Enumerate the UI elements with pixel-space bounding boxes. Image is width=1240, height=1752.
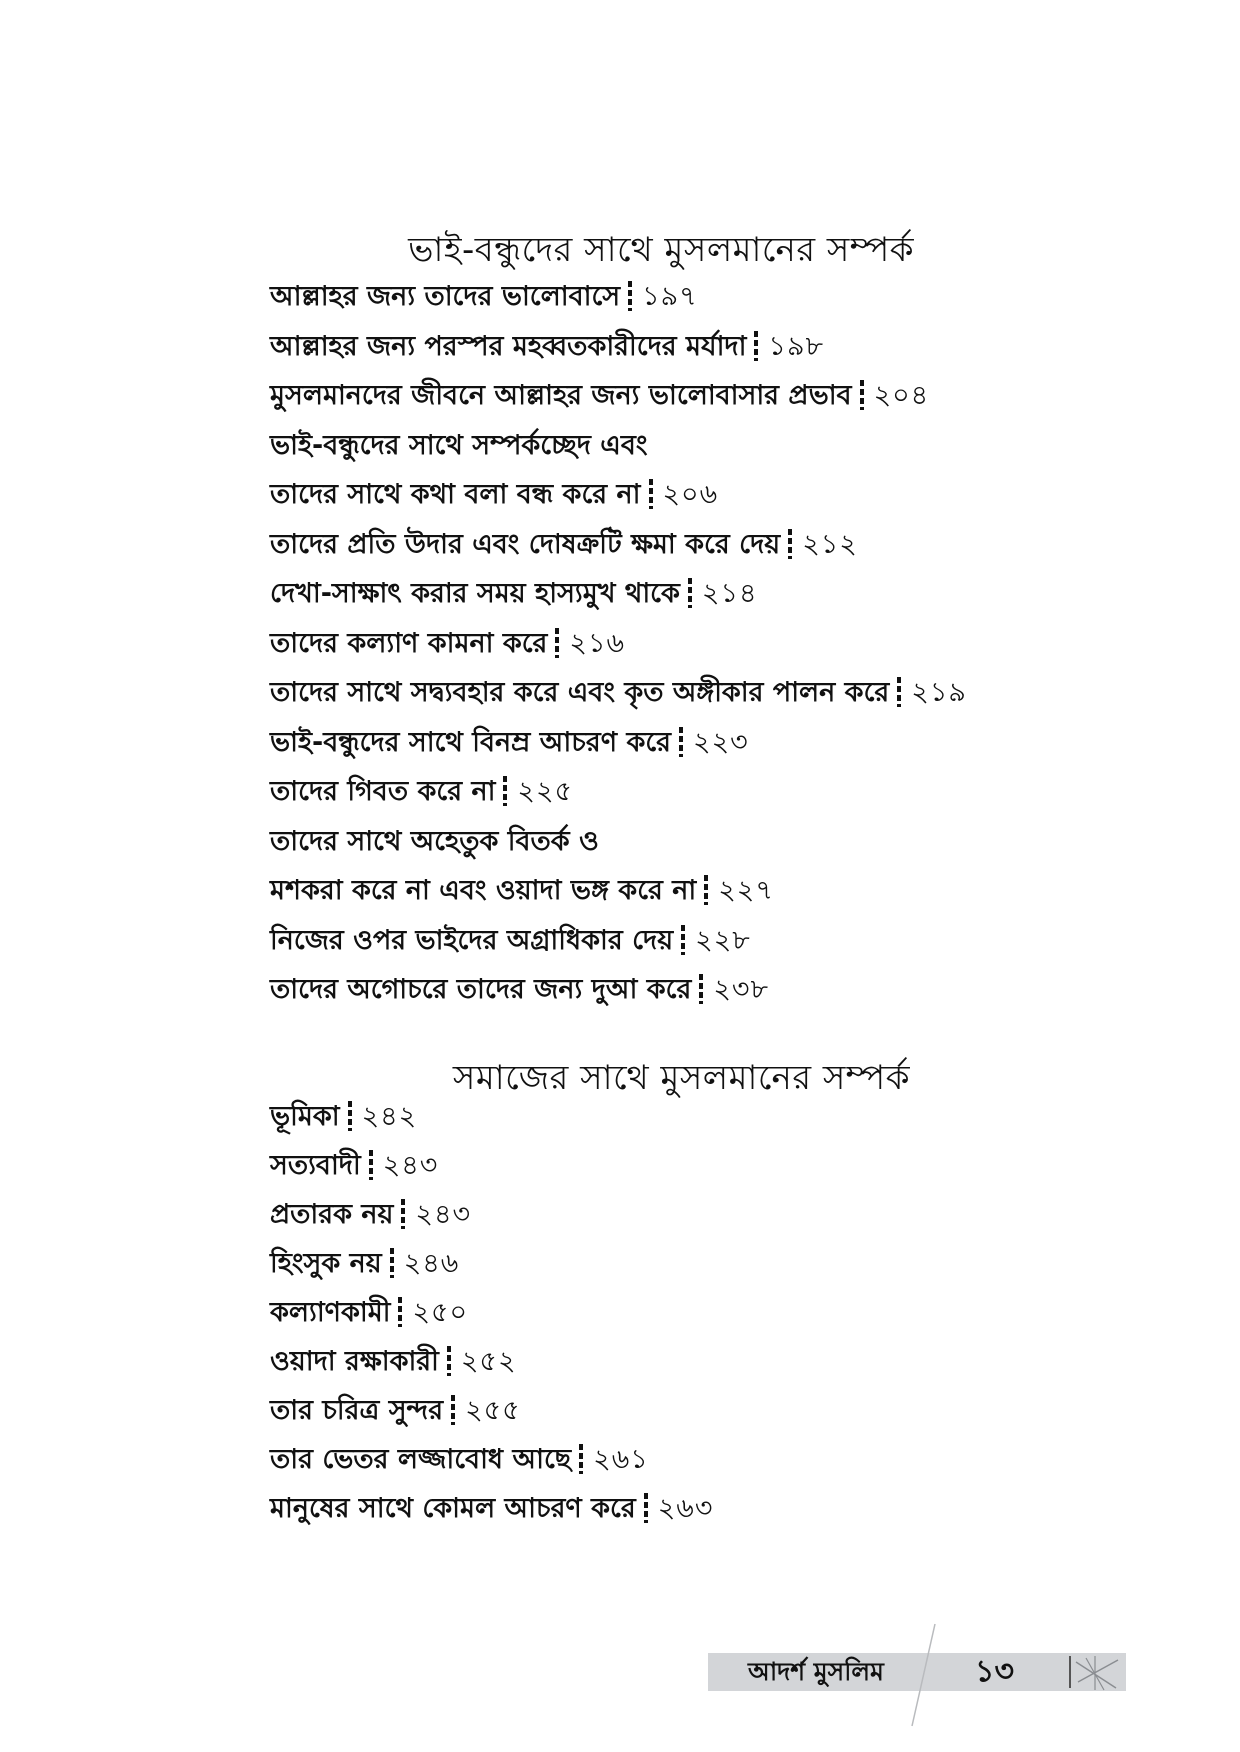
- toc-entry: [270, 569, 967, 619]
- toc-entry-page: ২১৯: [911, 677, 967, 708]
- toc-entry-page: ২৬৩: [657, 1493, 714, 1524]
- toc-entry: [270, 866, 967, 916]
- toc-entry-page: ১৯৮: [768, 330, 824, 362]
- dotted-separator-icon: [369, 1150, 373, 1180]
- toc-entry-page: ২১৬: [569, 627, 626, 659]
- dotted-separator-icon: [451, 1395, 455, 1425]
- section-heading-brothers-friends: ভাই-বন্ধুদের সাথে মুসলমানের সম্পর্ক: [408, 230, 914, 271]
- toc-entry-page: ২০৪: [873, 380, 930, 411]
- toc-entry: [270, 817, 967, 867]
- toc-entry-page: ২০৬: [662, 479, 719, 510]
- toc-entry: [270, 767, 967, 817]
- toc-entry: [270, 619, 967, 669]
- toc-entry-title: সত্যবাদী: [270, 1150, 361, 1181]
- toc-entry: [270, 1337, 713, 1386]
- toc-entry: [270, 371, 967, 421]
- toc-entry-page: ২২৮: [695, 924, 751, 956]
- footer-book-title: আদর্শ মুসলিম: [748, 1657, 884, 1686]
- toc-entry: [270, 718, 967, 768]
- footer-page-number: ১৩: [975, 1654, 1014, 1689]
- toc-entry-page: ২৪৩: [382, 1150, 439, 1181]
- section-heading-society: সমাজের সাথে মুসলমানের সম্পর্ক: [452, 1058, 910, 1099]
- toc-entry-page: ২১২: [802, 528, 858, 560]
- toc-entry: [270, 1288, 713, 1337]
- dotted-separator-icon: [401, 1199, 405, 1229]
- toc-entry-title: তাদের অগোচরে তাদের জন্য দুআ করে: [270, 974, 692, 1005]
- dotted-separator-icon: [704, 875, 708, 905]
- dotted-separator-icon: [390, 1248, 394, 1278]
- toc-entry: [270, 421, 967, 471]
- toc-entry: [270, 322, 967, 372]
- toc-entry: [270, 1435, 713, 1484]
- toc-entry-page: ১৯৭: [642, 281, 698, 312]
- toc-entry: [270, 668, 967, 718]
- dotted-separator-icon: [897, 677, 901, 707]
- footer-decoration: [890, 1618, 1140, 1728]
- toc-entry: [270, 470, 967, 520]
- toc-entry-page: ২৩৮: [713, 974, 769, 1005]
- toc-entry: [270, 1386, 713, 1435]
- dotted-separator-icon: [579, 1444, 583, 1474]
- toc-entry-title: আল্লাহর জন্য পরস্পর মহব্বতকারীদের মর্যাদা: [270, 330, 747, 362]
- toc-entry-title: দেখা-সাক্ষাৎ করার সময় হাস্যমুখ থাকে: [270, 578, 680, 609]
- toc-entry: [270, 272, 967, 322]
- toc-entry-page: ২২৫: [517, 776, 574, 807]
- toc-entry-title: ওয়াদা রক্ষাকারী: [270, 1346, 439, 1377]
- dotted-separator-icon: [644, 1493, 648, 1523]
- toc-entry-title: প্রতারক নয়: [270, 1199, 394, 1230]
- toc-entry-page: ২৫২: [460, 1346, 517, 1377]
- toc-entry-page: ২৫৫: [465, 1395, 521, 1426]
- toc-entry: [270, 1484, 713, 1533]
- dotted-separator-icon: [699, 974, 703, 1004]
- toc-entry-title: মশকরা করে না এবং ওয়াদা ভঙ্গ করে না: [270, 875, 697, 906]
- dotted-separator-icon: [754, 331, 758, 361]
- toc-entry: [270, 1141, 713, 1190]
- dotted-separator-icon: [649, 479, 653, 509]
- toc-entry-title: তার চরিত্র সুন্দর: [270, 1395, 444, 1426]
- toc-entry-page: ২১৪: [701, 578, 758, 609]
- toc-entry-title: তাদের সাথে অহেতুক বিতর্ক ও: [270, 825, 599, 857]
- dotted-separator-icon: [628, 281, 632, 311]
- dotted-separator-icon: [555, 628, 559, 658]
- toc-entry-title: ভাই-বন্ধুদের সাথে বিনম্র আচরণ করে: [270, 726, 672, 758]
- toc-entry: [270, 520, 967, 570]
- toc-entry-title: হিংসুক নয়: [270, 1248, 382, 1279]
- dotted-separator-icon: [503, 776, 507, 806]
- toc-entry-title: মানুষের সাথে কোমল আচরণ করে: [270, 1493, 636, 1524]
- dotted-separator-icon: [688, 578, 692, 608]
- toc-entry-title: তাদের সাথে কথা বলা বন্ধ করে না: [270, 479, 641, 510]
- toc-entry-title: তাদের প্রতি উদার এবং দোষক্রটি ক্ষমা করে দেয়: [270, 528, 781, 560]
- dotted-separator-icon: [681, 925, 685, 955]
- toc-entry-page: ২৬১: [593, 1444, 649, 1475]
- toc-entry-title: আল্লাহর জন্য তাদের ভালোবাসে: [270, 281, 621, 312]
- toc-entry-title: তার ভেতর লজ্জাবোধ আছে: [270, 1444, 572, 1475]
- toc-entry-page: ২৪৬: [403, 1248, 460, 1279]
- dotted-separator-icon: [788, 529, 792, 559]
- toc-entry: [270, 916, 967, 966]
- dotted-separator-icon: [348, 1101, 352, 1131]
- toc-entry-title: নিজের ওপর ভাইদের অগ্রাধিকার দেয়: [270, 924, 674, 956]
- toc-list-society: [270, 1092, 713, 1533]
- toc-entry-page: ২৪৩: [415, 1199, 472, 1230]
- toc-entry-title: মুসলমানদের জীবনে আল্লাহর জন্য ভালোবাসার প্রভাব: [270, 380, 852, 411]
- toc-entry-title: কল্যাণকামী: [270, 1297, 391, 1328]
- toc-entry: [270, 1190, 713, 1239]
- toc-entry-page: ২৪২: [361, 1101, 418, 1132]
- toc-entry-page: ২২৩: [693, 726, 749, 758]
- toc-entry-title: তাদের কল্যাণ কামনা করে: [270, 627, 548, 659]
- dotted-separator-icon: [447, 1346, 451, 1376]
- dotted-separator-icon: [860, 380, 864, 410]
- toc-entry-page: ২২৭: [718, 875, 774, 906]
- toc-entry: [270, 1092, 713, 1141]
- toc-list-brothers-friends: [270, 272, 967, 1015]
- dotted-separator-icon: [679, 727, 683, 757]
- toc-entry-title: তাদের গিবত করে না: [270, 776, 496, 807]
- toc-entry-page: ২৫০: [412, 1297, 469, 1328]
- toc-entry: [270, 965, 967, 1015]
- toc-entry-title: ভূমিকা: [270, 1101, 340, 1132]
- toc-entry-title: তাদের সাথে সদ্ব্যবহার করে এবং কৃত অঙ্গীকার পালন করে: [270, 677, 890, 708]
- dotted-separator-icon: [398, 1297, 402, 1327]
- toc-entry: [270, 1239, 713, 1288]
- toc-entry-title: ভাই-বন্ধুদের সাথে সম্পর্কচ্ছেদ এবং: [270, 429, 648, 461]
